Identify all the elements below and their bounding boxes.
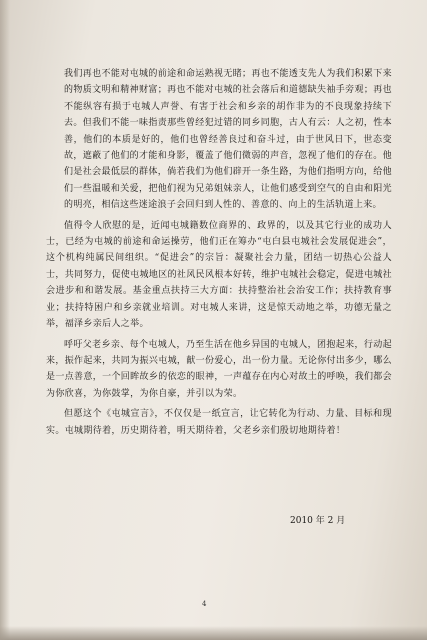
page-number: 4	[202, 600, 207, 608]
paragraph-4: 但愿这个《屯城宣言》，不仅仅是一纸宣言，让它转化为行动、力量、目标和现实。屯城期待着，历史期待着，明天期待着，父老乡亲们殷切地期待着！	[46, 409, 392, 436]
document-body	[46, 66, 392, 443]
paragraph-3: 呼吁父老乡亲、每个屯城人，乃至生活在他乡异国的屯城人，团抱起来，行动起来，振作起来，共同为振兴屯城，献一份爱心，出一份力量。无论你付出多少，哪么是一点善意，一个回眸故乡的依恋的眼神，一声蕴存在内心对故土的呼唤，我们都会为你欣喜，为你鼓掌，为你自豪，并引以为荣。	[46, 339, 392, 399]
document-date: 2010 年 2 月	[290, 516, 346, 526]
paragraph-1: 我们再也不能对屯城的前途和命运熟视无睹；再也不能透支先人为我们积累下来的物质文明和精神财富；再也不能对屯城的社会落后和道德缺失袖手旁观；再也不能纵容有损于屯城人声誉、有害于社会和乡亲的胡作非为的不良现象持续下去。但我们不能一味指责那些曾经犯过错的同乡同胞，古人有云：人之初，性本善，他们的本质是好的，他们也曾经善良过和奋斗过，由于世风日下，世态变故，遮蔽了他们的才能和身影，覆盖了他们微弱的声音，忽视了他们的存在。他们是社会最低层的群体，倘若我们为他们辟开一条生路，为他们指明方向，给他们一些温暖和关爱，把他们视为兄弟姐妹亲人，让他们感受到空气的自由和阳光的明亮，相信这些迷途浪子会回归到人性的、善意的、向上的生活轨道上来。	[64, 69, 392, 211]
paragraph-2: 值得令人欣慰的是，近闻屯城籍数位商界的、政界的，以及其它行业的成功人士，已经为屯城的前途和命运操劳，他们正在筹办“屯白县屯城社会发展促进会”，这个机构纯属民间组织。“促进会”的宗旨：凝聚社会力量，团结一切热心公益人士，共同努力，促使屯城地区的社风民风根本好转，维护屯城社会稳定，促进屯城社会进步和和谐发展。基金重点扶持三大方面：扶持整治社会治安工作；扶持教育事业；扶持特困户和乡亲就业培训。对屯城人来讲，这是惊天动地之举，功德无量之举，福泽乡亲后人之举。	[46, 220, 392, 330]
page-shadow	[0, 0, 10, 640]
page-bottom-edge	[0, 626, 427, 640]
